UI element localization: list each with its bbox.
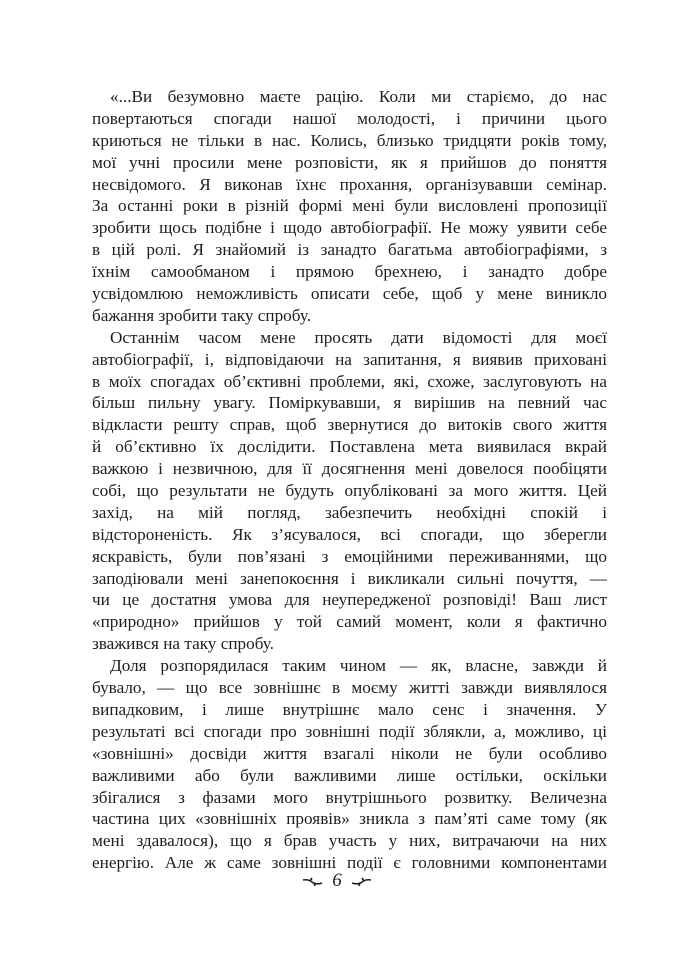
ornament-left-icon <box>302 877 324 887</box>
text-line: чи це достатня умова для неупередженої розповіді! Ваш лист <box>92 590 607 610</box>
text-line: Доля розпорядилася таким чином — як, власне, завжди й <box>110 656 607 676</box>
text-line: результаті всі спогади про зовнішні події зблякли, а, можливо, ці <box>92 721 607 741</box>
text-line: їхнім самообманом і прямою брехнею, і занадто добре <box>92 262 607 282</box>
text-line: усвідомлюю неможливість описати себе, щоб у мене виникло <box>92 284 607 304</box>
text-line: автобіографії, і, відповідаючи на запитання, я виявив приховані <box>92 349 607 369</box>
text-line: За останні роки в різній формі мені були висловлені пропозиції <box>92 196 607 216</box>
text-line: відстороненість. Як з’ясувалося, всі спогади, що зберегли <box>92 524 607 544</box>
text-line: більш пильну увагу. Поміркувавши, я вирішив на певний час <box>92 393 607 413</box>
text-line: мої учні просили мене розповісти, як я прийшов до поняття <box>92 152 607 172</box>
text-line: в моїх спогадах об’єктивні проблеми, які, схоже, заслуговують на <box>92 371 607 391</box>
text-line: відкласти решту справ, щоб звернутися до витоків свого життя <box>92 415 607 435</box>
text-line: «зовнішні» досвіди життя взагалі ніколи не були особливо <box>92 743 607 763</box>
text-line: захід, на мій погляд, забезпечить необхідні спокій і <box>92 502 607 522</box>
text-line: «природно» прийшов у той самий момент, коли я фактично <box>92 612 607 632</box>
text-line: несвідомого. Я виконав їхнє прохання, організувавши семінар. <box>92 174 607 194</box>
text-line: збігалися з фазами мого внутрішнього розвитку. Величезна <box>92 787 607 807</box>
page-number: 6 <box>332 870 342 891</box>
text-line: бувало, — що все зовнішнє в моєму житті завжди виявлялося <box>92 678 607 698</box>
text-line: мені здавалося), що я брав участь у них, витрачаючи на них <box>92 831 607 851</box>
text-line: й об’єктивно їх дослідити. Поставлена мета виявилася вкрай <box>92 437 607 457</box>
text-line: важливими або були важливими лише остільки, оскільки <box>92 765 607 785</box>
text-line: «...Ви безумовно маєте рацію. Коли ми старіємо, до нас <box>110 87 607 106</box>
text-line: яскравість, були пов’язані з емоційними переживаннями, що <box>92 546 607 566</box>
document-body <box>92 86 607 874</box>
text-line: енергію. Але ж саме зовнішні події є головними компонентами <box>92 853 607 873</box>
text-line: криються не тільки в нас. Колись, близько тридцяти років тому, <box>92 130 607 150</box>
ornament-right-icon <box>350 877 372 887</box>
text-line: повертаються спогади нашої молодості, і причини цього <box>92 108 607 128</box>
text-line: собі, що результати не будуть опубліковані за мого життя. Цей <box>92 481 607 501</box>
text-line: зробити щось подібне і щодо автобіографії. Не можу уявити себе <box>92 218 607 238</box>
text-line: випадковим, і лише внутрішнє мало сенс і значення. У <box>92 699 607 719</box>
text-line: заподіювали мені занепокоєння і викликали сильні почуття, — <box>92 568 607 588</box>
text-line: зважився на таку спробу. <box>92 634 274 654</box>
text-line: Останнім часом мене просять дати відомості для моєї <box>110 327 607 347</box>
text-line: важкою і незвичною, для її досягнення мені довелося пообіцяти <box>92 459 607 479</box>
text-line: частина цих «зовнішніх проявів» зникла з пам’яті саме тому (як <box>92 809 607 829</box>
text-line: бажання зробити таку спробу. <box>92 305 312 325</box>
page-footer <box>0 870 674 892</box>
text-line: в цій ролі. Я знайомий із занадто багатьма автобіографіями, з <box>92 240 607 260</box>
